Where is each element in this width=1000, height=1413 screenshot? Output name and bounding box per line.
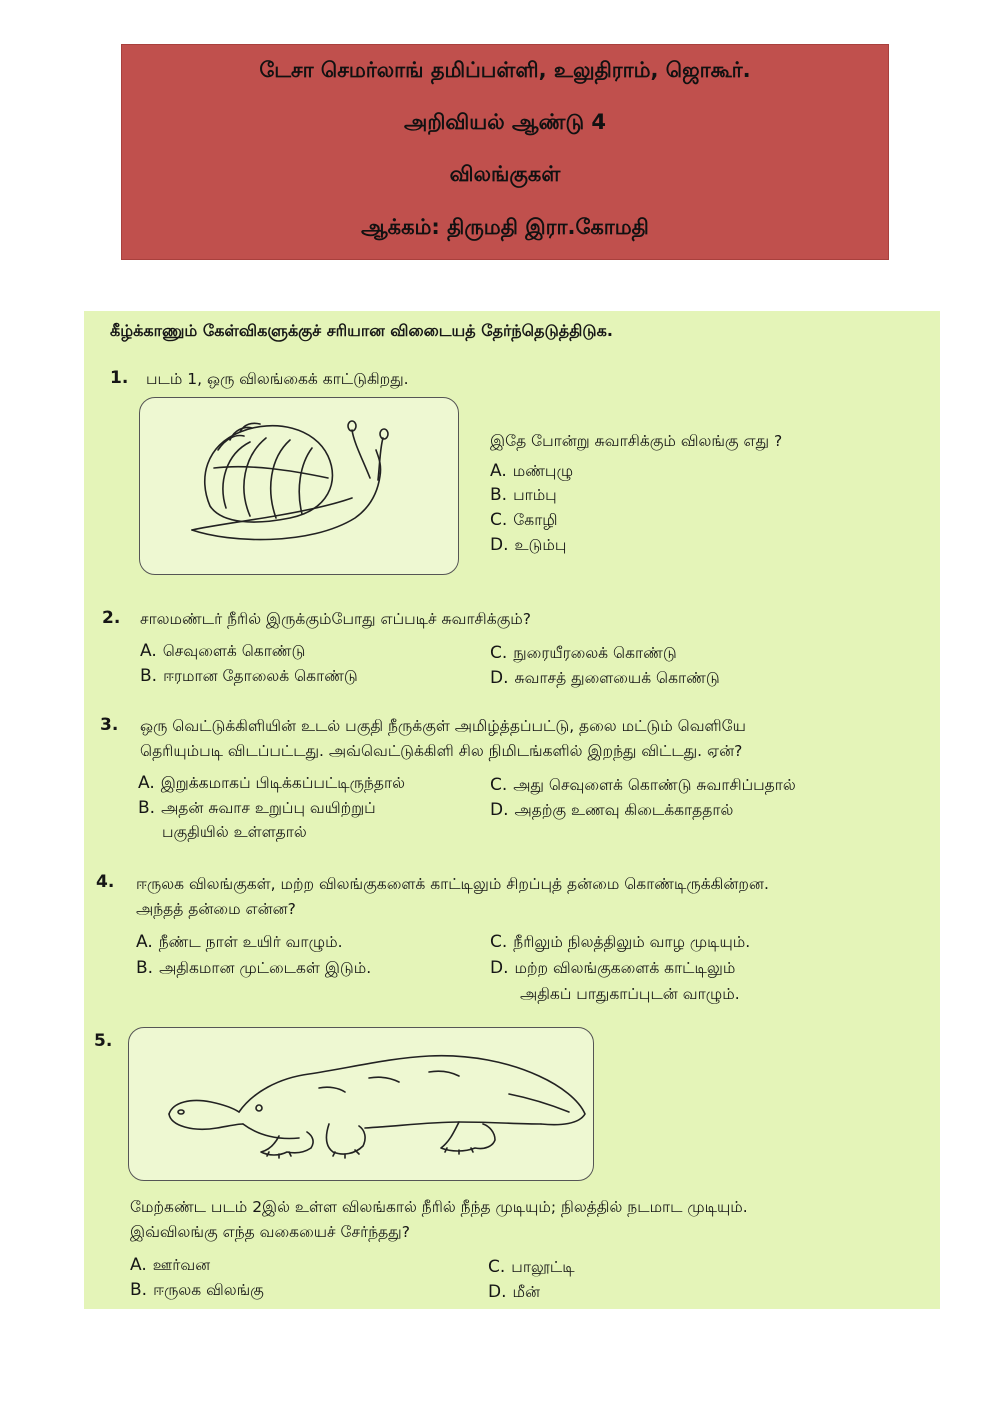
q2-option-b[interactable]: B. ஈரமான தோலைக் கொண்டு xyxy=(140,666,358,686)
q2-option-a[interactable]: A. செவுளைக் கொண்டு xyxy=(140,641,306,661)
q4-option-c[interactable]: C. நீரிலும் நிலத்திலும் வாழ முடியும். xyxy=(490,932,751,952)
q3-number: 3. xyxy=(100,715,119,735)
school-name: டேசா செமர்லாங் தமிப்பள்ளி, உலுதிராம், ஜொகூர். xyxy=(259,58,751,82)
q3-option-c[interactable]: C. அது செவுளைக் கொண்டு சுவாசிப்பதால் xyxy=(490,775,796,795)
q1-option-a[interactable]: A. மண்புழு xyxy=(490,461,574,481)
q1-text: படம் 1, ஒரு விலங்கைக் காட்டுகிறது. xyxy=(146,370,409,388)
q4-text-line2: அந்தத் தன்மை என்ன? xyxy=(136,900,296,918)
q2-option-d[interactable]: D. சுவாசத் துளையைக் கொண்டு xyxy=(490,668,720,688)
subject-title: அறிவியல் ஆண்டு 4 xyxy=(404,110,606,134)
q3-option-b-continued: பகுதியில் உள்ளதால் xyxy=(162,823,307,841)
topic-title: விலங்குகள் xyxy=(449,162,561,186)
snail-picture-frame xyxy=(139,397,459,575)
instruction-text: கீழ்க்காணும் கேள்விகளுக்குச் சரியான விடைையத் தேர்ந்தெடுத்திடுக. xyxy=(110,321,613,340)
q5-option-b[interactable]: B. ஈருலக விலங்கு xyxy=(130,1280,264,1300)
q1-option-b[interactable]: B. பாம்பு xyxy=(490,485,557,505)
q2-number: 2. xyxy=(102,608,121,628)
worksheet-header xyxy=(121,44,889,260)
q3-option-b[interactable]: B. அதன் சுவாச உறுப்பு வயிற்றுப் xyxy=(138,798,376,818)
q3-text-line1: ஒரு வெட்டுக்கிளியின் உடல் பகுதி நீருக்குள் அமிழ்த்தப்பட்டு, தலை மட்டும் வெளியே xyxy=(140,717,746,735)
q1-option-c[interactable]: C. கோழி xyxy=(490,510,558,530)
q3-option-a[interactable]: A. இறுக்கமாகப் பிடிக்கப்பட்டிருந்தால் xyxy=(138,773,405,793)
q3-option-d[interactable]: D. அதற்கு உணவு கிடைக்காததால் xyxy=(490,800,734,820)
q1-number: 1. xyxy=(110,368,129,388)
q4-option-a[interactable]: A. நீண்ட நாள் உயிர் வாழும். xyxy=(136,932,343,952)
q5-option-a[interactable]: A. ஊர்வன xyxy=(130,1255,211,1275)
q5-option-d[interactable]: D. மீன் xyxy=(488,1282,541,1302)
q4-option-b[interactable]: B. அதிகமான முட்டைகள் இடும். xyxy=(136,958,372,978)
q5-option-c[interactable]: C. பாலூட்டி xyxy=(488,1257,575,1277)
q1-option-d[interactable]: D. உடும்பு xyxy=(490,535,567,555)
question-sheet xyxy=(84,311,940,1309)
author-line: ஆக்கம்: திருமதி இரா.கோமதி xyxy=(361,215,649,239)
q4-number: 4. xyxy=(96,872,115,892)
q4-option-d-continued: அதிகப் பாதுகாப்புடன் வாழும். xyxy=(520,985,740,1003)
q5-text-line2: இவ்விலங்கு எந்த வகையைச் சேர்ந்தது? xyxy=(130,1223,410,1241)
platypus-picture-frame xyxy=(128,1027,594,1181)
q1-question: இதே போன்று சுவாசிக்கும் விலங்கு எது ? xyxy=(490,432,783,450)
q5-number: 5. xyxy=(94,1031,113,1051)
q4-text-line1: ஈருலக விலங்குகள், மற்ற விலங்குகளைக் காட்டிலும் சிறப்புத் தன்மை கொண்டிருக்கின்றன. xyxy=(136,875,769,893)
q3-text-line2: தெரியும்படி விடப்பட்டது. அவ்வெட்டுக்கிளி சில நிமிடங்களில் இறந்து விட்டது. ஏன்? xyxy=(140,742,743,760)
q4-option-d[interactable]: D. மற்ற விலங்குகளைக் காட்டிலும் xyxy=(490,958,736,978)
snail-illustration xyxy=(140,398,458,574)
q2-text: சாலமண்டர் நீரில் இருக்கும்போது எப்படிச் சுவாசிக்கும்? xyxy=(140,610,531,628)
platypus-illustration xyxy=(129,1028,593,1180)
q5-text-line1: மேற்கண்ட படம் 2இல் உள்ள விலங்கால் நீரில் நீந்த முடியும்; நிலத்தில் நடமாட முடியும். xyxy=(130,1198,748,1216)
q2-option-c[interactable]: C. நுரையீரலைக் கொண்டு xyxy=(490,643,677,663)
